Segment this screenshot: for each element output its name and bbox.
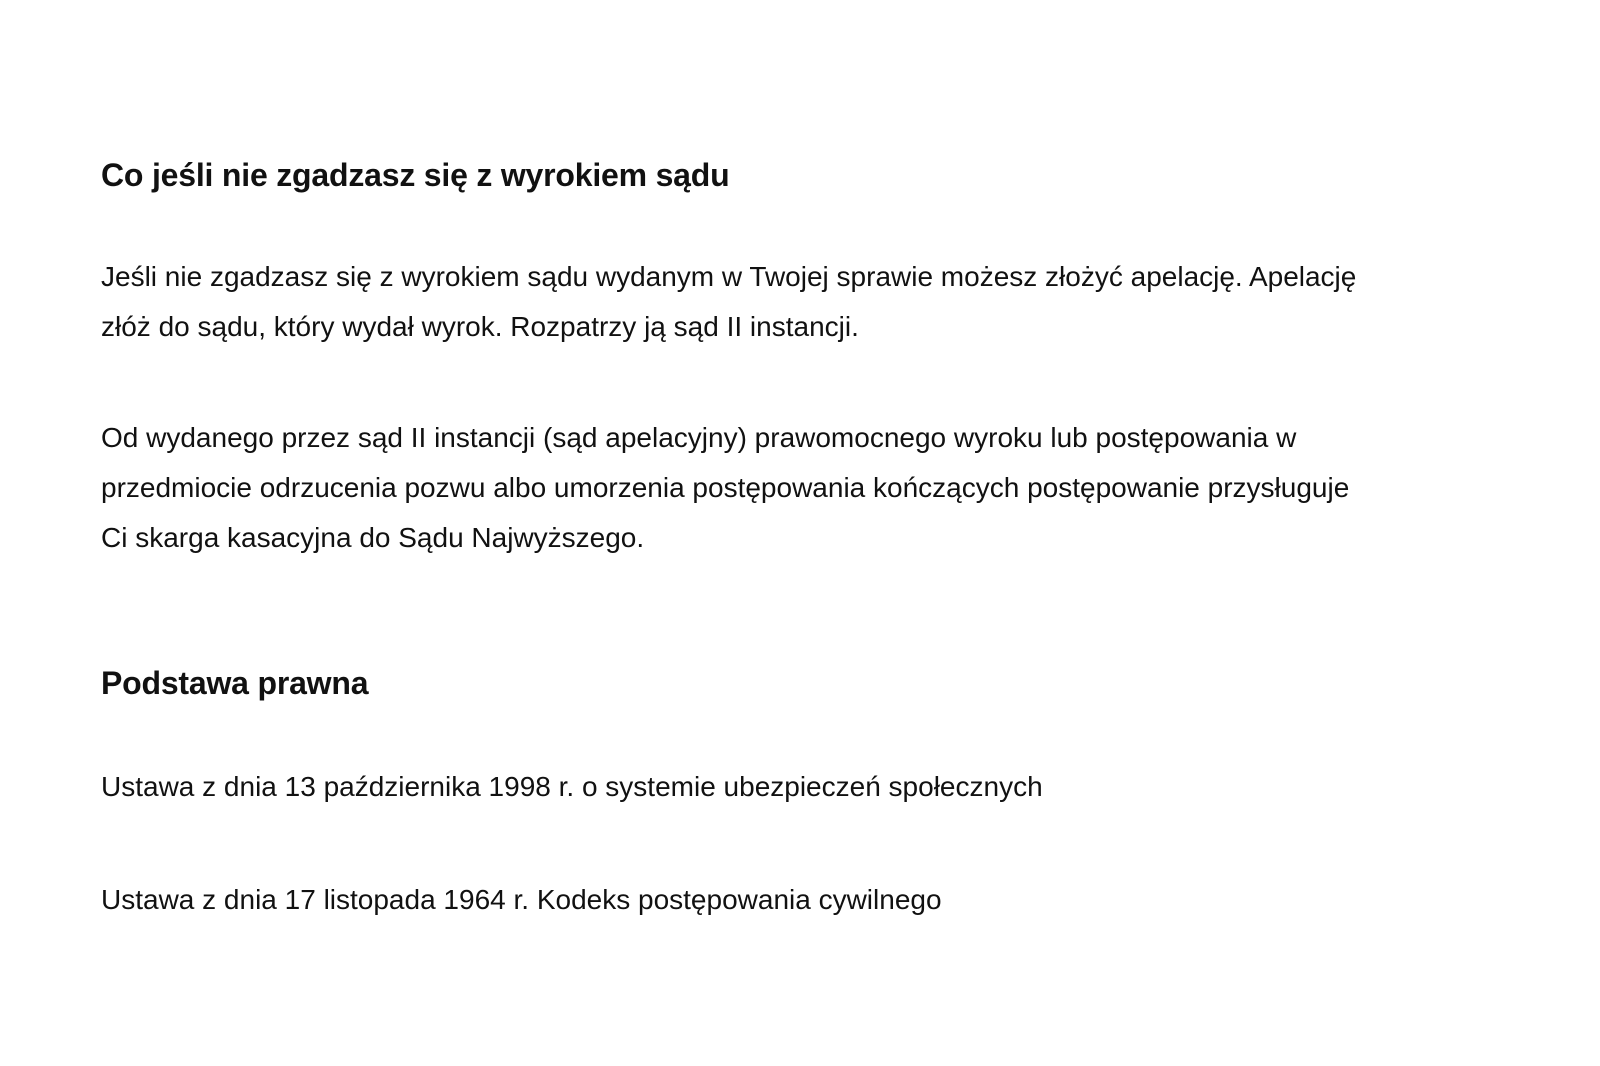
- section-heading-legal-basis: Podstawa prawna: [101, 665, 369, 701]
- paragraph-line: Jeśli nie zgadzasz się z wyrokiem sądu wydanym w Twojej sprawie możesz złożyć apelację. Apelację: [101, 261, 1357, 292]
- paragraph-line: przedmiocie odrzucenia pozwu albo umorzenia postępowania kończących postępowanie przysługuje: [101, 472, 1350, 503]
- legal-basis-text: Ustawa z dnia 17 listopada 1964 r. Kodeks postępowania cywilnego: [101, 884, 942, 915]
- paragraph-line: Od wydanego przez sąd II instancji (sąd apelacyjny) prawomocnego wyroku lub postępowania w: [101, 422, 1297, 453]
- section-heading-appeal: Co jeśli nie zgadzasz się z wyrokiem sądu: [101, 157, 730, 193]
- paragraph-line: Ci skarga kasacyjna do Sądu Najwyższego.: [101, 522, 645, 553]
- paragraph-appeal: [101, 252, 1541, 352]
- legal-basis-item: [101, 875, 1541, 925]
- paragraph-line: złóż do sądu, który wydał wyrok. Rozpatrzy ją sąd II instancji.: [101, 311, 859, 342]
- legal-basis-item: [101, 762, 1541, 812]
- paragraph-cassation: [101, 413, 1541, 563]
- legal-basis-text: Ustawa z dnia 13 października 1998 r. o systemie ubezpieczeń społecznych: [101, 771, 1043, 802]
